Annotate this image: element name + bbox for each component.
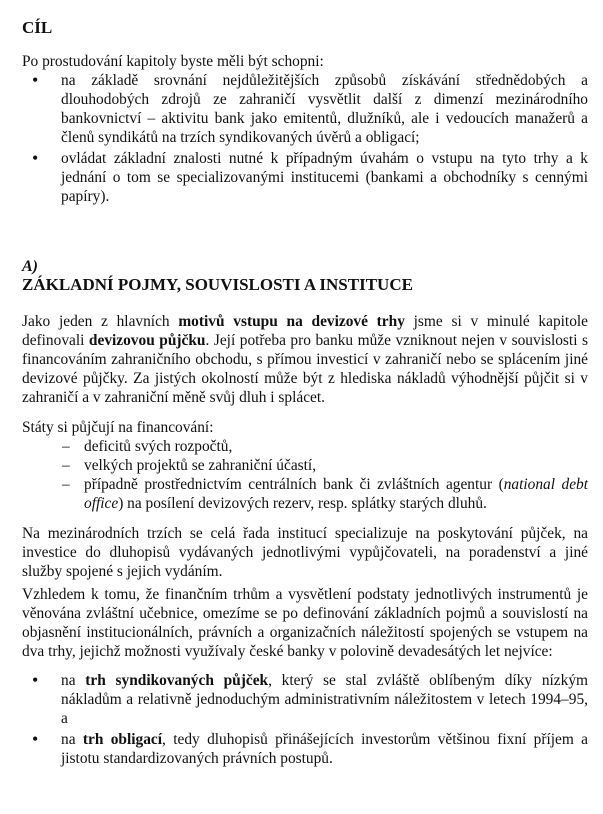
bold-term-bonds: trh obligací <box>82 731 163 748</box>
paragraph-states: Státy si půjčují na financování: <box>22 419 214 436</box>
bold-term-motives: motivů vstupu na devizové trhy <box>178 313 405 330</box>
market-bullet-2: • na trh obligací, tedy dluhopisů přinášejících investorům většinou fixní příjem a jistotu standardizovaných právních postupů. <box>22 730 588 768</box>
dash-item-1: – deficitů svých rozpočtů, <box>22 437 588 456</box>
section-heading: ZÁKLADNÍ POJMY, SOUVISLOSTI A INSTITUCE <box>22 275 413 294</box>
section-label: A) <box>22 258 38 275</box>
goal-heading: CÍL <box>22 18 53 37</box>
dash-item-2: – velkých projektů se zahraniční účastí, <box>22 456 588 475</box>
goal-bullet-2: • ovládat základní znalosti nutné k případným úvahám o vstupu na tyto trhy a k jednání o tom se specializovanými institucemi (bankami a obchodníky s cennými papíry). <box>22 149 588 206</box>
bold-term-loan: devizovou půjčku <box>88 332 206 349</box>
goal-intro: Po prostudování kapitoly byste měli být schopni: <box>22 53 324 70</box>
italic-term: national debt office <box>84 476 588 512</box>
goal-section <box>22 52 588 208</box>
paragraph-institutions: Na mezinárodních trzích se celá řada institucí specializuje na poskytování půjček, na investice do dluhopisů vydávaných jednotlivými vypůjčovateli, na poradenství a jiné služby spojené s jejich vydáním. <box>22 525 588 580</box>
goal-bullet-list <box>22 71 588 206</box>
bold-term-syndicated: trh syndikovaných půjček <box>85 672 269 689</box>
goal-bullet-1: • na základě srovnání nejdůležitějších způsobů získávání střednědobých a dlouhodobých zdrojů ze zahraničí vysvětlit další z dimenzí mezinárodního bankovnictví – aktivitu bank jako emitentů, dlužníků, ale i vedoucích manažerů a členů syndikátů na trzích syndikovaných úvěrů a obligací; <box>22 71 588 147</box>
section-body <box>22 312 588 770</box>
market-bullet-1: • na trh syndikovaných půjček, který se stal zvláště oblíbeným díky nízkým nákladům a relativně jednoduchým administrativním náležitostem v letech 1994–95, a <box>22 671 588 728</box>
paragraph-scope: Vzhledem k tomu, že finančním trhům a vysvětlení podstaty jednotlivých instrumentů je věnována zvláštní učebnice, omezíme se po definování základních pojmů a souvislostí na objasnění institucionálních, právních a organizačních náležitostí spojených se vstupem na dva trhy, jejichž možnosti využívaly české banky v polovině devadesátých let nejvíce: <box>22 586 588 660</box>
dash-list <box>22 437 588 513</box>
market-bullet-list <box>22 671 588 768</box>
paragraph-motives: Jako jeden z hlavních motivů vstupu na devizové trhy jsme si v minulé kapitole definovali devizovou půjčku. Její potřeba pro banku může vzniknout nejen v souvislosti s financováním zahraničního obchodu, s přímou investicí v zahraničí nebo se splácením jiné devizové půjčky. Za jistých okolností může být z hlediska nákladů výhodnější půjčit si v zahraničí a v zahraniční měně svůj dluh i splácet. <box>22 313 588 406</box>
dash-item-3: – případně prostřednictvím centrálních bank či zvláštních agentur (national debt office) na posílení devizových rezerv, resp. splátky starých dluhů. <box>22 475 588 513</box>
